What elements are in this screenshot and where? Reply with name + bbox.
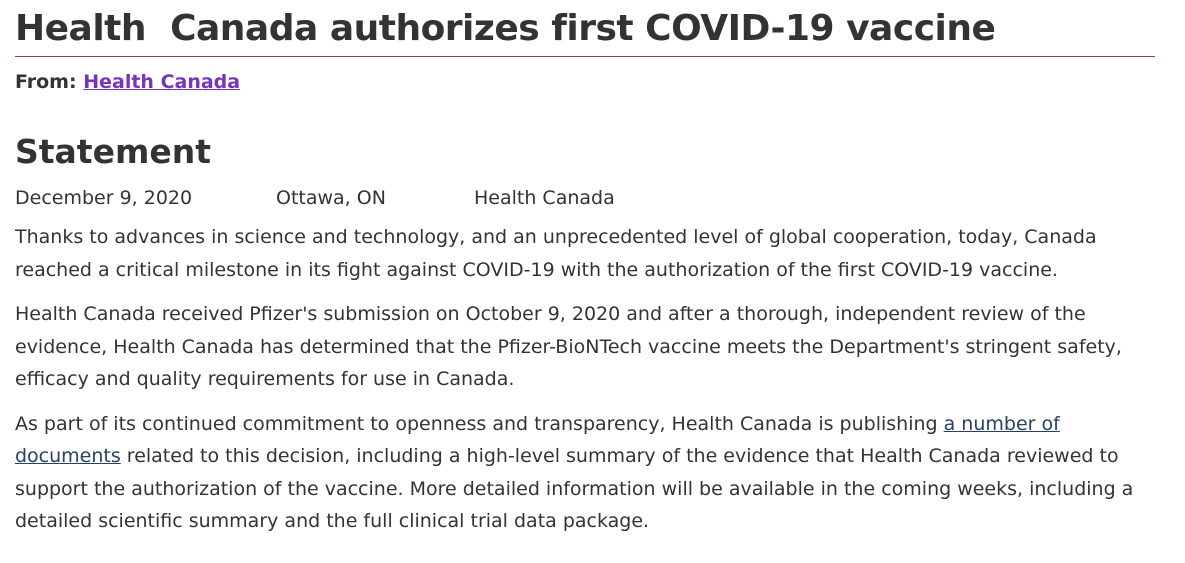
page-title: Health Canada authorizes first COVID-19 vaccine [15, 8, 996, 49]
documents-link[interactable]: a number of documents [15, 412, 1060, 467]
from-label: From: [15, 71, 77, 93]
body-paragraph-2: Health Canada received Pfizer's submission on October 9, 2020 and after a thorough, independent review of the evidence, Health Canada has determined that the Pfizer-BioNTech vaccine meets the Department's stringent safety, efficacy and quality requirements for use in Canada. [15, 303, 1122, 390]
release-location: Ottawa, ON [276, 187, 386, 209]
body-paragraph-3 [15, 408, 1165, 538]
release-department: Health Canada [474, 187, 615, 209]
body-paragraph-1: Thanks to advances in science and technology, and an unprecedented level of global cooperation, today, Canada reached a critical milestone in its fight against COVID-19 with the authorization of the first COVID-19 vaccine. [15, 226, 1097, 281]
from-department-link[interactable]: Health Canada [83, 71, 241, 93]
release-date: December 9, 2020 [15, 187, 193, 209]
title-divider [15, 56, 1155, 57]
from-line [15, 69, 1170, 95]
section-heading: Statement [15, 132, 212, 171]
paragraph-3-text-before: As part of its continued commitment to openness and transparency, Health Canada is publishing [15, 412, 944, 435]
paragraph-3-text-after: related to this decision, including a high-level summary of the evidence that Health Canada reviewed to support the authorization of the vaccine. More detailed information will be available in the coming weeks, including a detailed scientific summary and the full clinical trial data package. [15, 445, 1134, 532]
release-metadata [15, 185, 1170, 211]
